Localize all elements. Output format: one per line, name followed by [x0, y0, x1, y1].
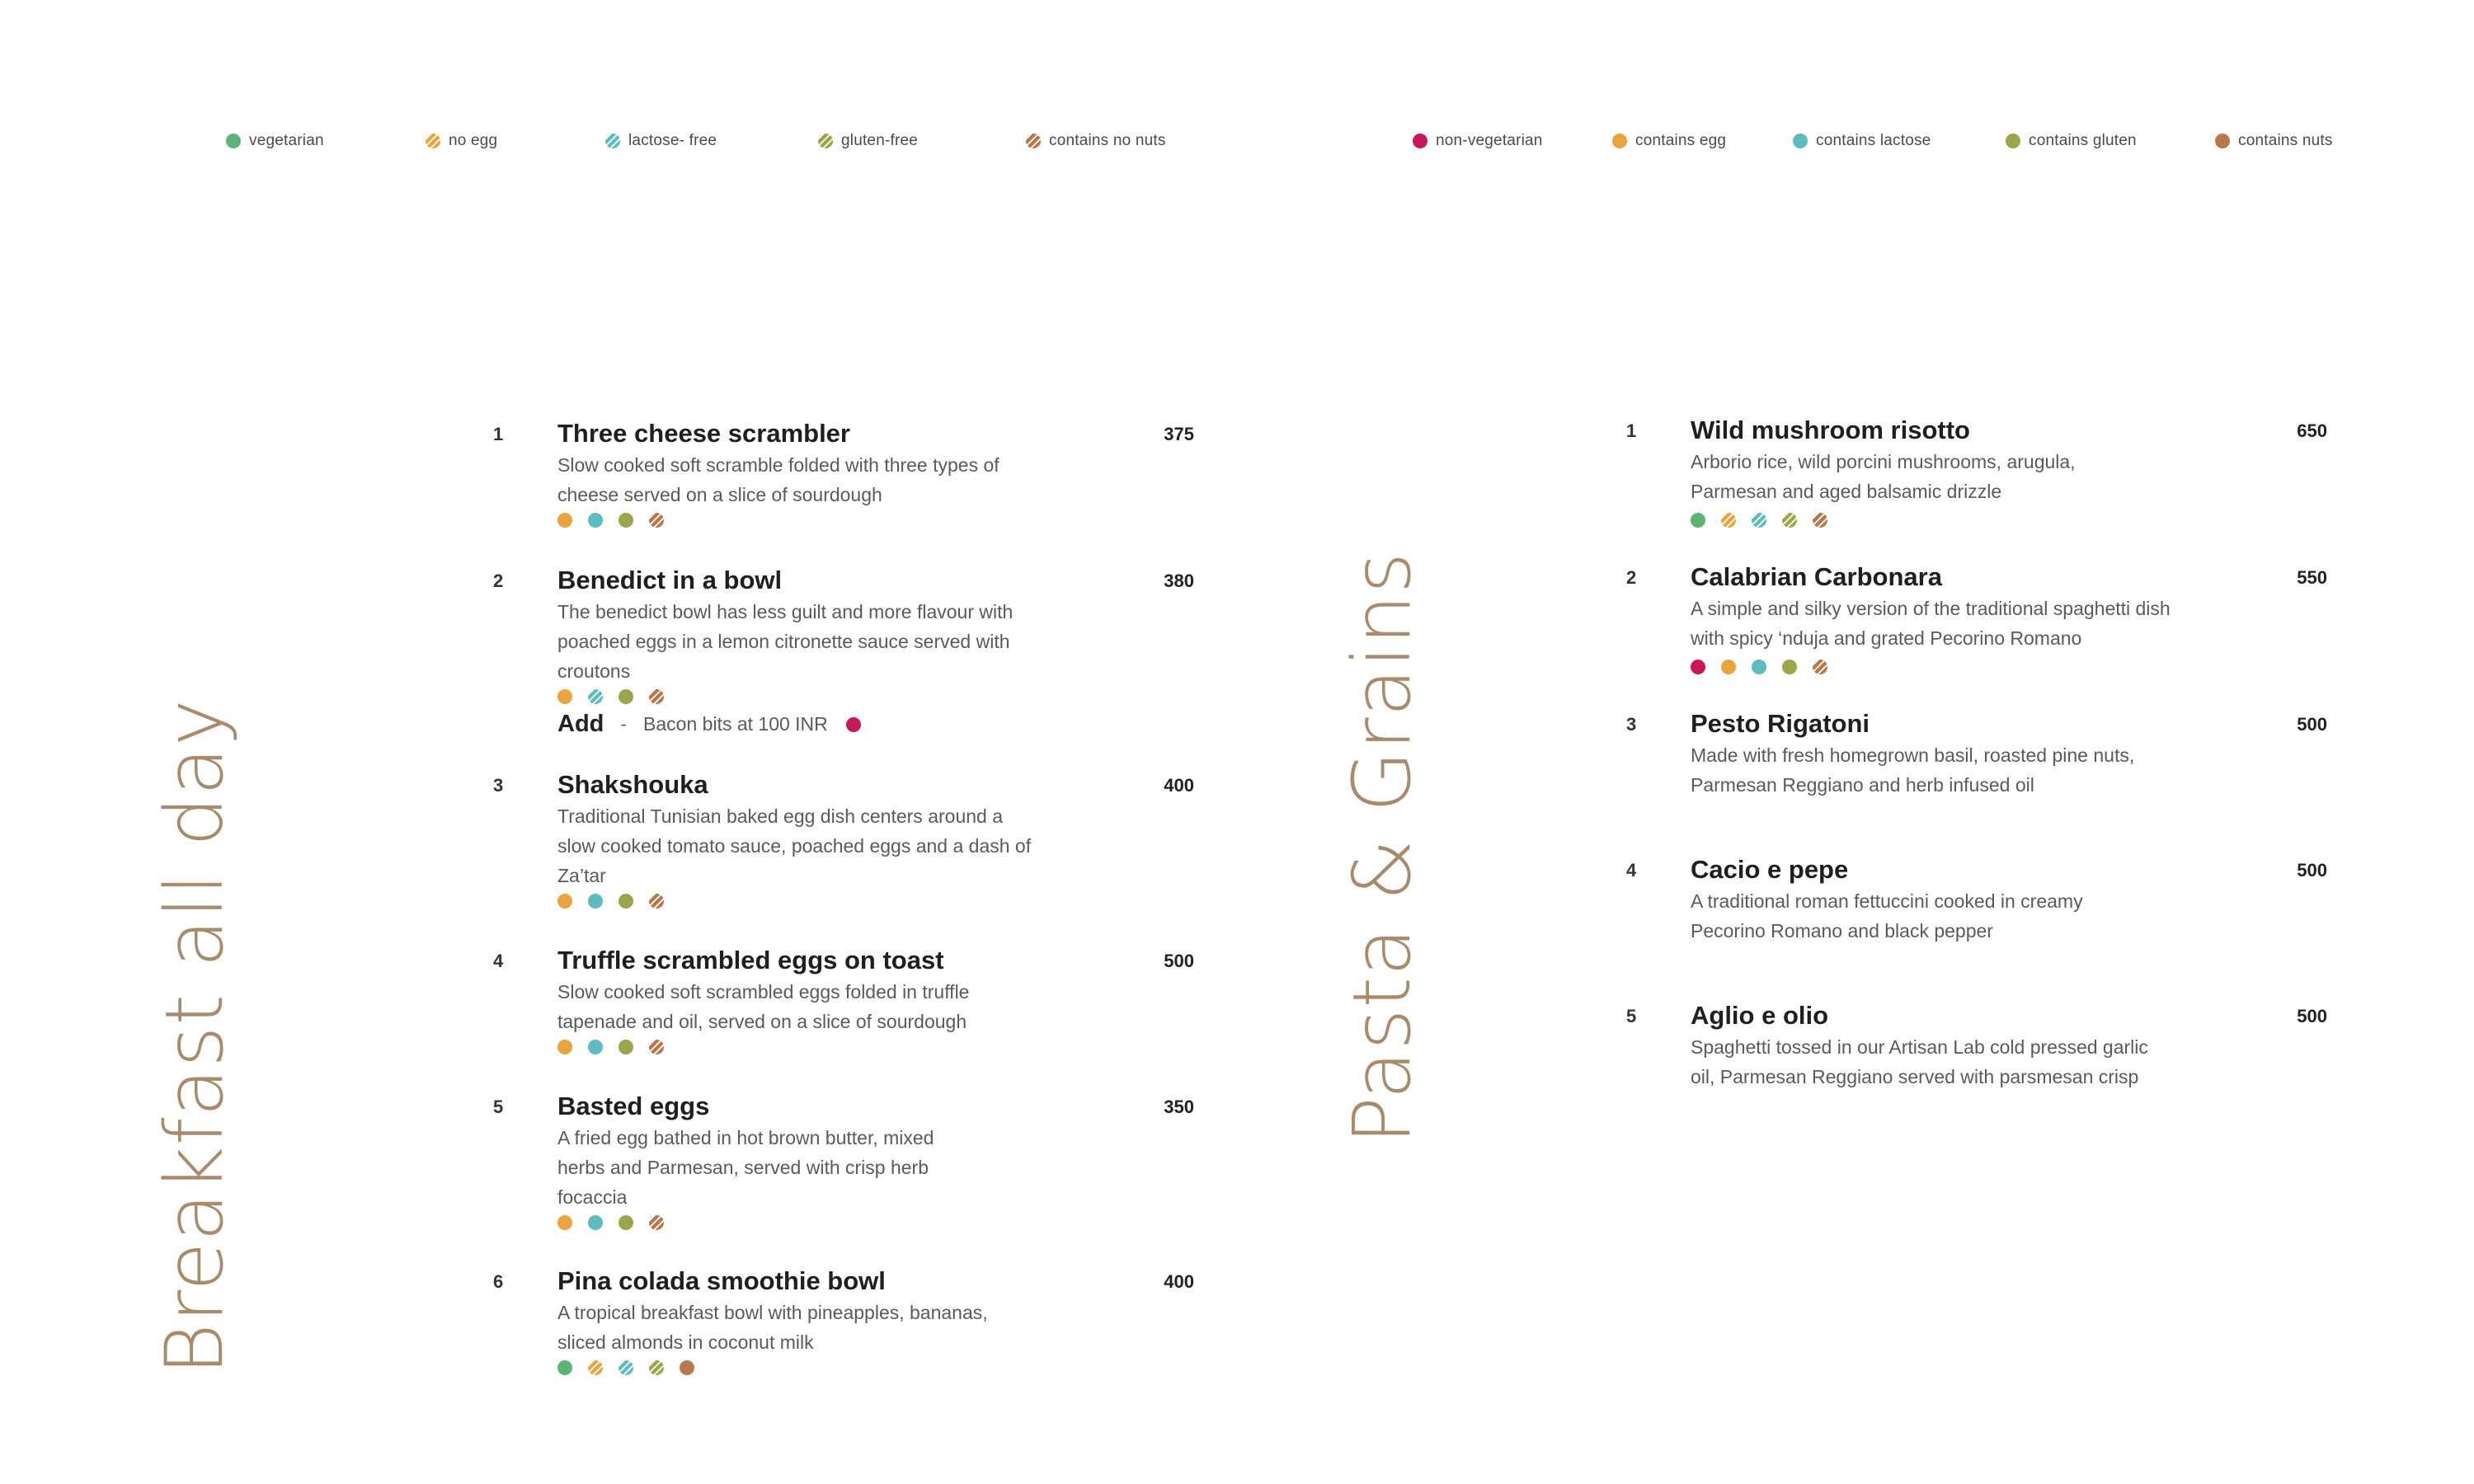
- no-nuts-dot-icon: [649, 894, 664, 909]
- legend-item-contains-lactose: contains lactose: [1793, 132, 1931, 150]
- menu-item: 1 Three cheese scrambler 375 Slow cooked soft scramble folded with three types of cheese served on a slice of sourdough: [493, 419, 1202, 542]
- contains-gluten-dot-icon: [618, 689, 633, 704]
- addon-bacon: Add - Bacon bits at 100 INR: [557, 711, 861, 738]
- menu-item: 2 Calabrian Carbonara 550 A simple and silky version of the traditional spaghetti dish with spicy ‘nduja and grated Pecorino Romano: [1626, 562, 2335, 686]
- dietary-icons: [557, 1360, 694, 1375]
- menu-item: 3 Pesto Rigatoni 500 Made with fresh homegrown basil, roasted pine nuts, Parmesan Reggiano and herb infused oil: [1626, 709, 2335, 808]
- contains-egg-dot-icon: [557, 1215, 572, 1230]
- item-price: 380: [1164, 571, 1194, 591]
- contains-lactose-dot-icon: [588, 1040, 603, 1054]
- item-price: 500: [2297, 1006, 2327, 1026]
- legend-item-contains-egg: contains egg: [1612, 132, 1726, 150]
- item-price: 350: [1164, 1097, 1194, 1117]
- contains-gluten-dot-icon: [1782, 660, 1797, 674]
- legend-item-vegetarian: vegetarian: [226, 132, 324, 150]
- no-nuts-dot-icon: [649, 689, 664, 704]
- item-description: Slow cooked soft scramble folded with three types of cheese served on a slice of sourdough: [557, 454, 999, 505]
- gluten-free-dot-icon: [1782, 513, 1797, 528]
- no-nuts-dot-icon: [649, 1215, 664, 1230]
- contains-nuts-dot-icon: [2215, 134, 2230, 148]
- vegetarian-dot-icon: [1691, 513, 1705, 528]
- dietary-icons: [557, 689, 664, 704]
- contains-gluten-dot-icon: [618, 513, 633, 528]
- contains-egg-dot-icon: [557, 513, 572, 528]
- menu-item: 3 Shakshouka 400 Traditional Tunisian baked egg dish centers around a slow cooked tomato sauce, poached eggs and a dash of Za’tar: [493, 770, 1202, 918]
- item-price: 500: [2297, 860, 2327, 881]
- menu-item: 4 Cacio e pepe 500 A traditional roman fettuccini cooked in creamy Pecorino Romano and black pepper: [1626, 855, 2335, 954]
- contains-gluten-dot-icon: [2006, 134, 2020, 148]
- gluten-free-dot-icon: [818, 134, 833, 148]
- item-price: 400: [1164, 1271, 1194, 1292]
- item-name: Truffle scrambled eggs on toast: [557, 946, 944, 974]
- contains-lactose-dot-icon: [588, 894, 603, 909]
- item-name: Aglio e olio: [1691, 1001, 1829, 1030]
- menu-item: 5 Aglio e olio 500 Spaghetti tossed in our Artisan Lab cold pressed garlic oil, Parmesan Reggiano served with parsmesan crisp: [1626, 1001, 2335, 1125]
- item-description: A simple and silky version of the traditional spaghetti dish with spicy ‘nduja and grated Pecorino Romano: [1691, 598, 2171, 649]
- legend-item-no-egg: no egg: [426, 132, 497, 150]
- item-description: A tropical breakfast bowl with pineapples, bananas, sliced almonds in coconut milk: [557, 1302, 988, 1353]
- item-description: Arborio rice, wild porcini mushrooms, arugula, Parmesan and aged balsamic drizzle: [1691, 451, 2076, 502]
- menu-item: 2 Benedict in a bowl 380 The benedict bowl has less guilt and more flavour with poached eggs in a lemon citronette sauce served with croutons: [493, 566, 1202, 739]
- item-name: Wild mushroom risotto: [1691, 416, 1970, 444]
- contains-gluten-dot-icon: [618, 1040, 633, 1054]
- no-egg-dot-icon: [1721, 513, 1736, 528]
- gluten-free-dot-icon: [649, 1360, 664, 1375]
- contains-gluten-dot-icon: [618, 1215, 633, 1230]
- dietary-icons: [1691, 660, 1827, 674]
- contains-egg-dot-icon: [557, 689, 572, 704]
- item-price: 500: [1164, 951, 1194, 971]
- non-vegetarian-dot-icon: [1413, 134, 1427, 148]
- item-price: 375: [1164, 424, 1194, 444]
- contains-nuts-dot-icon: [680, 1360, 694, 1375]
- item-price: 500: [2297, 714, 2327, 735]
- contains-gluten-dot-icon: [618, 894, 633, 909]
- item-name: Benedict in a bowl: [557, 566, 783, 594]
- legend-item-contains-nuts: contains nuts: [2215, 132, 2333, 150]
- no-nuts-dot-icon: [1813, 660, 1827, 674]
- dietary-icons: [557, 1215, 664, 1230]
- contains-egg-dot-icon: [1721, 660, 1736, 674]
- lactose-free-dot-icon: [618, 1360, 633, 1375]
- item-price: 400: [1164, 775, 1194, 796]
- non-vegetarian-dot-icon: [846, 717, 861, 732]
- item-name: Pina colada smoothie bowl: [557, 1266, 886, 1295]
- section-title-breakfast: Breakfast all day: [148, 698, 241, 1375]
- menu-item: 6 Pina colada smoothie bowl 400 A tropical breakfast bowl with pineapples, bananas, sliced almonds in coconut milk: [493, 1266, 1202, 1390]
- item-description: A traditional roman fettuccini cooked in creamy Pecorino Romano and black pepper: [1691, 890, 2083, 942]
- no-nuts-dot-icon: [649, 513, 664, 528]
- contains-egg-dot-icon: [557, 1040, 572, 1054]
- dietary-icons: [557, 1040, 664, 1054]
- legend-item-non-vegetarian: non-vegetarian: [1413, 132, 1543, 150]
- contains-lactose-dot-icon: [588, 513, 603, 528]
- contains-egg-dot-icon: [557, 894, 572, 909]
- item-price: 650: [2297, 420, 2327, 441]
- contains-lactose-dot-icon: [1793, 134, 1808, 148]
- item-name: Shakshouka: [557, 770, 708, 799]
- non-vegetarian-dot-icon: [1691, 660, 1705, 674]
- menu-item: 4 Truffle scrambled eggs on toast 500 Slow cooked soft scrambled eggs folded in truffle tapenade and oil, served on a slice of sourdough: [493, 946, 1202, 1069]
- legend-item-lactose-free: lactose- free: [605, 132, 717, 150]
- no-nuts-dot-icon: [1026, 134, 1041, 148]
- item-name: Cacio e pepe: [1691, 855, 1849, 884]
- no-nuts-dot-icon: [649, 1040, 664, 1054]
- item-name: Pesto Rigatoni: [1691, 709, 1870, 738]
- dietary-icons: [1691, 513, 1827, 528]
- contains-lactose-dot-icon: [1752, 660, 1766, 674]
- item-name: Basted eggs: [557, 1092, 710, 1120]
- contains-egg-dot-icon: [1612, 134, 1627, 148]
- item-description: Made with fresh homegrown basil, roasted pine nuts, Parmesan Reggiano and herb infused oil: [1691, 744, 2135, 796]
- dietary-icons: [557, 894, 664, 909]
- no-egg-dot-icon: [426, 134, 440, 148]
- contains-lactose-dot-icon: [588, 1215, 603, 1230]
- item-description: Slow cooked soft scrambled eggs folded in truffle tapenade and oil, served on a slice of sourdough: [557, 981, 970, 1032]
- item-price: 550: [2297, 567, 2327, 588]
- legend-item-contains-gluten: contains gluten: [2006, 132, 2137, 150]
- item-name: Calabrian Carbonara: [1691, 562, 1942, 591]
- legend-item-no-nuts: contains no nuts: [1026, 132, 1166, 150]
- item-name: Three cheese scrambler: [557, 419, 850, 448]
- lactose-free-dot-icon: [588, 689, 603, 704]
- menu-item: 5 Basted eggs 350 A fried egg bathed in hot brown butter, mixed herbs and Parmesan, served with crisp herb focaccia: [493, 1092, 1202, 1240]
- item-description: A fried egg bathed in hot brown butter, mixed herbs and Parmesan, served with crisp herb focaccia: [557, 1127, 934, 1208]
- item-description: The benedict bowl has less guilt and more flavour with poached eggs in a lemon citronette sauce served with croutons: [557, 601, 1014, 682]
- no-egg-dot-icon: [588, 1360, 603, 1375]
- vegetarian-dot-icon: [557, 1360, 572, 1375]
- lactose-free-dot-icon: [605, 134, 620, 148]
- lactose-free-dot-icon: [1752, 513, 1766, 528]
- legend-item-gluten-free: gluten-free: [818, 132, 918, 150]
- vegetarian-dot-icon: [226, 134, 241, 148]
- item-description: Spaghetti tossed in our Artisan Lab cold pressed garlic oil, Parmesan Reggiano served with parsmesan crisp: [1691, 1036, 2148, 1087]
- section-title-pasta: Pasta & Grains: [1336, 552, 1428, 1144]
- dietary-icons: [557, 513, 664, 528]
- item-description: Traditional Tunisian baked egg dish centers around a slow cooked tomato sauce, poached eggs and a dash of Za’tar: [557, 805, 1032, 886]
- menu-item: 1 Wild mushroom risotto 650 Arborio rice, wild porcini mushrooms, arugula, Parmesan and aged balsamic drizzle: [1626, 416, 2335, 539]
- no-nuts-dot-icon: [1813, 513, 1827, 528]
